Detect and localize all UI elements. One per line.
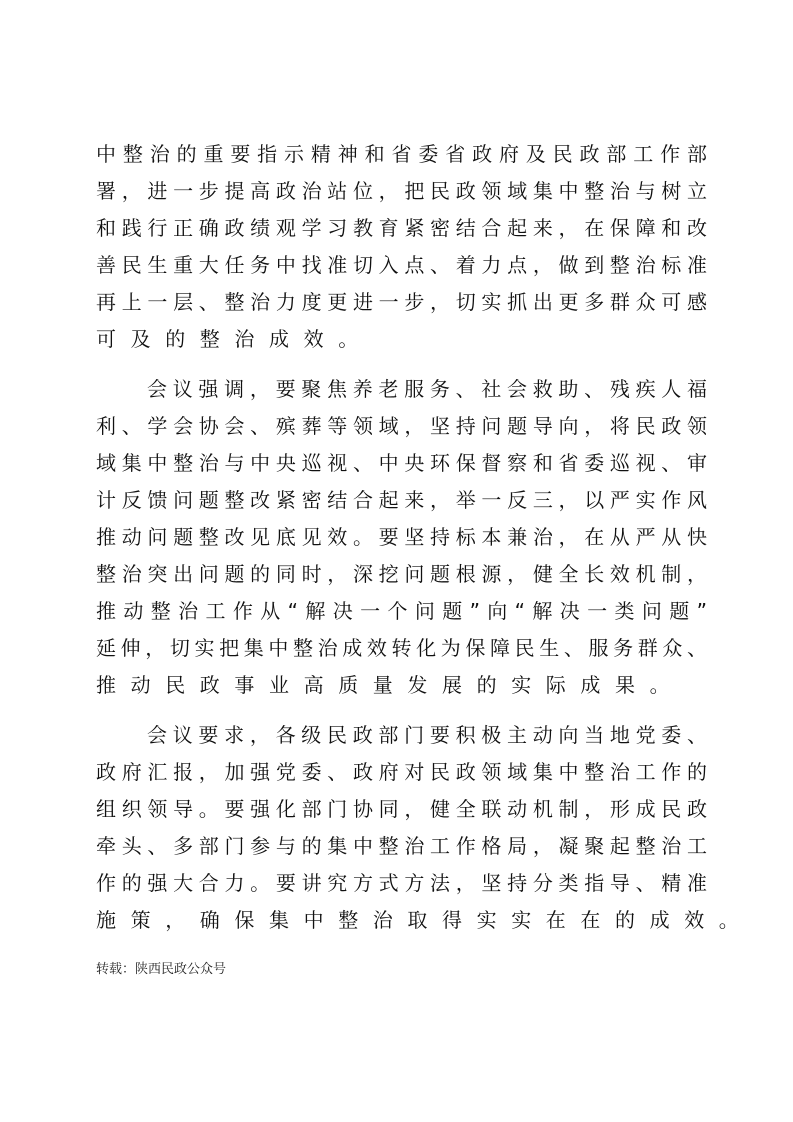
text-line: 作的强大合力。要讲究方式方法，坚持分类指导、精准 (96, 871, 707, 895)
text-line: 政府汇报，加强党委、政府对民政领域集中整治工作的 (96, 760, 707, 784)
text-line: 可及的整治成效。 (96, 327, 373, 351)
paragraph (96, 136, 707, 358)
text-line: 善民生重大任务中找准切入点、着力点，做到整治标准 (96, 253, 707, 277)
text-line: 和践行正确政绩观学习教育紧密结合起来，在保障和改 (96, 216, 707, 240)
text-line: 延伸，切实把集中整治成效转化为保障民生、服务群众、 (96, 636, 707, 660)
text-line: 会议要求，各级民政部门要积极主动向当地党委、 (147, 723, 707, 747)
text-line: 计反馈问题整改紧密结合起来，举一反三，以严实作风 (96, 488, 707, 512)
text-line: 推动民政事业高质量发展的实际成果。 (96, 673, 685, 697)
text-line: 利、学会协会、殡葬等领域，坚持问题导向，将民政领 (96, 414, 707, 438)
text-line: 再上一层、整治力度更进一步，切实抓出更多群众可感 (96, 290, 707, 314)
source-attribution: 转载：陕西民政公众号 (96, 962, 227, 977)
text-line: 施策，确保集中整治取得实实在在的成效。 (96, 908, 754, 932)
text-line: 署，进一步提高政治站位，把民政领域集中整治与树立 (96, 179, 707, 203)
article-body (96, 136, 754, 952)
paragraph (96, 717, 754, 939)
text-line: 牵头、多部门参与的集中整治工作格局，凝聚起整治工 (96, 834, 707, 858)
text-line: 会议强调，要聚焦养老服务、社会救助、残疾人福 (147, 377, 707, 401)
text-line: 中整治的重要指示精神和省委省政府及民政部工作部 (96, 142, 707, 166)
text-line: 组织领导。要强化部门协同，健全联动机制，形成民政 (96, 797, 707, 821)
text-line: 整治突出问题的同时，深挖问题根源，健全长效机制， (96, 562, 707, 586)
text-line: 域集中整治与中央巡视、中央环保督察和省委巡视、审 (96, 451, 707, 475)
paragraph (96, 371, 707, 704)
text-line: 推动整治工作从“解决一个问题”向“解决一类问题” (96, 599, 707, 623)
text-line: 推动问题整改见底见效。要坚持标本兼治，在从严从快 (96, 525, 707, 549)
